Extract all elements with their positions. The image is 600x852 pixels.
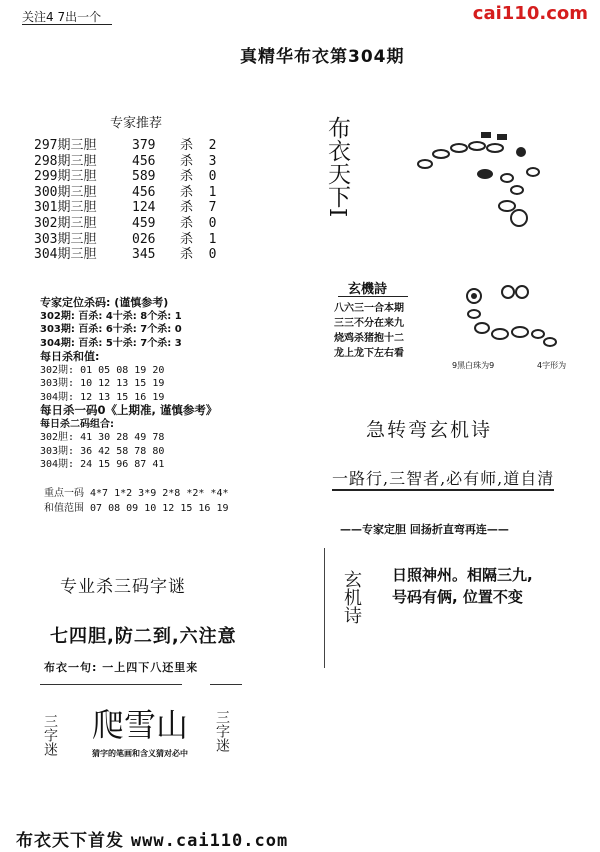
pick-row: 298期三胆 456 杀 3 <box>34 153 217 169</box>
position-kill-row: 302期: 百杀: 4十杀: 8个杀: 1 <box>40 310 182 322</box>
daily-sum-row: 302期: 01 05 08 19 20 <box>40 364 165 376</box>
riddle-left-label: 三字迷 <box>42 714 58 756</box>
poem-line: 三三不分在来九 <box>334 318 404 329</box>
divider <box>324 548 325 668</box>
position-kill-row: 304期: 百杀: 5十杀: 7个杀: 3 <box>40 337 182 349</box>
key-code-row: 重点一码 4*7 1*2 3*9 2*8 *2* *4* <box>44 488 229 499</box>
position-kill-block <box>40 296 217 472</box>
daily-kill-title: 每日杀一码0《上期准, 谨慎参考》 <box>40 403 218 417</box>
xuanji-title: 玄機詩 <box>348 282 388 297</box>
two-combo-title: 每日杀二码组合: <box>40 418 114 430</box>
pick-row: 303期三胆 026 杀 1 <box>34 231 217 247</box>
two-combo-row: 304期: 24 15 96 87 41 <box>40 459 165 470</box>
page-title: 真精华布衣第304期 <box>240 47 405 67</box>
expert-picks-list <box>34 138 217 263</box>
poem-line: 八六三一合本期 <box>334 303 404 314</box>
riri-text <box>392 564 533 608</box>
buyi-banner: 布衣天下I <box>324 116 350 218</box>
kill3-text: 七四胆,防二到,六注意 <box>50 626 237 647</box>
buyi-saying: 布衣一句: 一上四下八还里来 <box>44 661 199 674</box>
bead-ring-image <box>462 282 562 352</box>
top-note-underline <box>22 24 112 25</box>
pick-row: 302期三胆 459 杀 0 <box>34 215 217 231</box>
two-combo-row: 302胆: 41 30 28 49 78 <box>40 432 165 443</box>
bead-chain-image <box>415 132 555 232</box>
daily-sum-row: 304期: 12 13 15 16 19 <box>40 391 165 403</box>
daily-sum-row: 303期: 10 12 13 15 19 <box>40 378 165 389</box>
image-caption: 9黑白珠为9 <box>452 361 495 370</box>
poem-line: 烧鸡杀猪抱十二 <box>334 333 404 344</box>
riri-line: 号码有俩, 位置不变 <box>392 588 523 606</box>
riddle-hint: 猜字的笔画和含义猜对必中 <box>92 749 188 758</box>
position-kill-row: 303期: 百杀: 6十杀: 7个杀: 0 <box>40 324 182 335</box>
expert-section-title: 专家推荐 <box>110 116 163 131</box>
footer-brand: 布衣天下首发 <box>16 831 124 851</box>
poem-line: 龙上龙下左右看 <box>334 348 404 359</box>
xuanji-vertical: 玄机诗 <box>341 570 362 624</box>
top-note-text: 关注4 7出一个 <box>22 10 102 24</box>
divider <box>40 684 182 685</box>
kill3-title: 专业杀三码字谜 <box>60 577 186 597</box>
urgent-title: 急转弯玄机诗 <box>366 419 493 441</box>
two-combo-row: 303期: 36 42 58 78 80 <box>40 445 165 457</box>
position-kill-title: 专家定位杀码: (谨慎参考) <box>40 296 169 309</box>
pick-row: 304期三胆 345 杀 0 <box>34 247 217 263</box>
riddle-right-label: 三字迷 <box>214 710 230 752</box>
riri-line: 日照神州。相隔三九, <box>392 566 533 584</box>
road-text: 一路行,三智者,必有师,道自清 <box>332 469 555 488</box>
footer <box>16 826 288 851</box>
pick-row: 299期三胆 589 杀 0 <box>34 169 217 185</box>
expert-fixed-note: ——专家定胆 回扬折直弯再连—— <box>340 523 509 536</box>
footer-url-link[interactable]: www.cai110.com <box>130 831 289 851</box>
riddle-main: 爬雪山 <box>92 706 189 744</box>
divider <box>338 296 408 297</box>
top-note <box>22 8 101 25</box>
daily-sum-title: 每日杀和值: <box>40 350 100 363</box>
divider <box>332 489 554 491</box>
pick-row: 300期三胆 456 杀 1 <box>34 184 217 200</box>
pick-row: 301期三胆 124 杀 7 <box>34 200 217 216</box>
divider <box>210 684 242 685</box>
site-brand-link[interactable]: cai110.com <box>472 3 588 24</box>
xuanji-poem <box>334 301 404 361</box>
image-caption: 4字形为 <box>537 361 567 370</box>
pick-row: 297期三胆 379 杀 2 <box>34 138 217 153</box>
sum-range-row: 和值范围 07 08 09 10 12 15 16 19 <box>44 503 229 514</box>
